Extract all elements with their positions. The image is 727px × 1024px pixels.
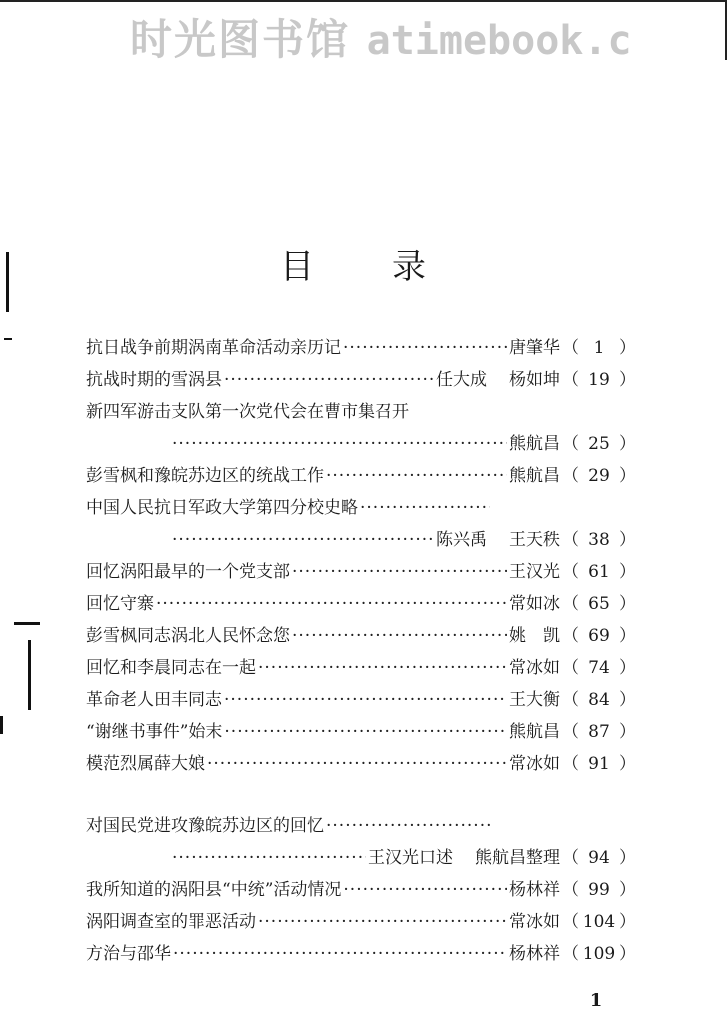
entry-page-ref (560, 751, 636, 777)
scan-mark (14, 622, 40, 625)
entry-author: 王汉光 (509, 562, 560, 582)
entry-page-ref (560, 845, 636, 871)
entry-author: 熊航昌 (509, 722, 560, 742)
entry-author: 杨林祥 (509, 944, 560, 964)
entry-page: 61 (588, 562, 610, 582)
entry-title: 回忆涡阳最早的一个党支部 (86, 562, 290, 582)
paren-open: （ (562, 722, 579, 742)
paren-close: ） (619, 754, 636, 774)
entry-page-ref (560, 687, 636, 713)
page-border-top (0, 0, 727, 2)
entry-title: 方治与邵华 (86, 944, 171, 964)
dot-leader (258, 909, 507, 935)
paren-open: （ (562, 434, 579, 454)
entry-title: 回忆和李晨同志在一起 (86, 658, 256, 678)
entry-page-ref (560, 877, 636, 903)
toc-entry (86, 463, 636, 489)
entry-author: 常冰如 (509, 658, 560, 678)
dot-leader (156, 591, 507, 617)
paren-close: ） (619, 434, 636, 454)
entry-title: “谢继书事件”始末 (86, 722, 223, 742)
page-number: 1 (589, 990, 603, 1011)
entry-page: 25 (588, 434, 610, 454)
paren-close: ） (619, 944, 636, 964)
entry-page: 74 (588, 658, 610, 678)
dot-leader (224, 367, 434, 393)
entry-author: 杨林祥 (509, 880, 560, 900)
entry-page-ref (560, 719, 636, 745)
dot-leader (360, 495, 490, 521)
scan-mark (6, 252, 9, 312)
toc-entry (86, 431, 636, 457)
entry-title: 新四军游击支队第一次党代会在曹市集召开 (86, 402, 409, 422)
paren-close: ） (619, 880, 636, 900)
toc-entry (86, 909, 636, 935)
paren-close: ） (619, 658, 636, 678)
toc-entry-title-line (86, 399, 409, 425)
paren-open: （ (562, 594, 579, 614)
entry-title: 中国人民抗日军政大学第四分校史略 (86, 498, 358, 518)
entry-author: 常冰如 (509, 912, 560, 932)
toc-entry (86, 719, 636, 745)
paren-open: （ (562, 658, 579, 678)
toc-entry (86, 623, 636, 649)
entry-page-ref (560, 463, 636, 489)
entry-page: 84 (588, 690, 610, 710)
watermark-cn: 时光图书馆 (130, 15, 351, 64)
entry-page: 91 (588, 754, 610, 774)
title-char-2: 录 (392, 247, 426, 287)
toc-entry (86, 655, 636, 681)
paren-open: （ (562, 370, 579, 390)
entry-title: 抗战时期的雪涡县 (86, 370, 222, 390)
entry-author: 唐肇华 (509, 338, 560, 358)
paren-close: ） (619, 466, 636, 486)
toc-entry (86, 845, 636, 871)
entry-title: 彭雪枫和豫皖苏边区的统战工作 (86, 466, 324, 486)
entry-page: 104 (582, 912, 616, 932)
dot-leader (326, 463, 507, 489)
entry-author: 熊航昌 (509, 434, 560, 454)
dot-leader (343, 877, 507, 903)
paren-open: （ (562, 562, 579, 582)
paren-open: （ (562, 912, 579, 932)
entry-page: 38 (588, 530, 610, 550)
dot-leader (292, 559, 507, 585)
dot-leader (172, 527, 434, 553)
entry-title: 抗日战争前期涡南革命活动亲历记 (86, 338, 341, 358)
dot-leader (172, 845, 366, 871)
entry-page: 87 (588, 722, 610, 742)
entry-title: 彭雪枫同志涡北人民怀念您 (86, 626, 290, 646)
toc-entry (86, 877, 636, 903)
entry-title: 我所知道的涡阳县“中统”活动情况 (86, 880, 342, 900)
entry-page-ref (560, 941, 636, 967)
paren-open: （ (562, 338, 579, 358)
scan-mark (0, 716, 3, 734)
entry-page: 65 (588, 594, 610, 614)
entry-title: 革命老人田丰同志 (86, 690, 222, 710)
entry-author: 常冰如 (509, 754, 560, 774)
dot-leader (224, 719, 507, 745)
entry-page-ref (560, 591, 636, 617)
entry-page: 1 (593, 338, 605, 358)
paren-close: ） (619, 562, 636, 582)
paren-open: （ (562, 626, 579, 646)
entry-title: 模范烈属薛大娘 (86, 754, 205, 774)
entry-page: 29 (588, 466, 610, 486)
toc-entry (86, 367, 636, 393)
entry-author-2: 王天秩 (509, 530, 560, 550)
dot-leader (173, 941, 507, 967)
dot-leader (343, 335, 507, 361)
entry-author-2: 杨如坤 (509, 370, 560, 390)
entry-author: 陈兴禹 (436, 530, 487, 550)
entry-author: 姚 凯 (509, 626, 560, 646)
dot-leader (172, 431, 507, 457)
paren-close: ） (619, 338, 636, 358)
paren-close: ） (619, 594, 636, 614)
entry-page-ref (560, 335, 636, 361)
paren-open: （ (562, 848, 579, 868)
dot-leader (224, 687, 507, 713)
paren-close: ） (619, 626, 636, 646)
paren-close: ） (619, 722, 636, 742)
watermark-latin: atimebook.c (366, 18, 632, 64)
dot-leader (326, 813, 490, 839)
toc-entry (86, 751, 636, 777)
page-title (280, 245, 450, 289)
title-char-1: 目 (280, 247, 314, 287)
entry-author: 熊航昌 (509, 466, 560, 486)
entry-page-ref (560, 623, 636, 649)
entry-author-2: 熊航昌整理 (475, 848, 560, 868)
watermark (130, 10, 727, 70)
entry-page: 99 (588, 880, 610, 900)
toc-entry (86, 559, 636, 585)
paren-close: ） (619, 370, 636, 390)
toc-entry (86, 591, 636, 617)
scan-mark (28, 640, 31, 710)
paren-close: ） (619, 530, 636, 550)
toc-entry (86, 335, 636, 361)
entry-page-ref (560, 367, 636, 393)
entry-author: 常如冰 (509, 594, 560, 614)
toc-entry-title-line (86, 813, 492, 839)
entry-page-ref (560, 909, 636, 935)
toc-entry (86, 687, 636, 713)
paren-open: （ (562, 530, 579, 550)
entry-title: 回忆守寨 (86, 594, 154, 614)
scan-mark (4, 338, 12, 340)
paren-open: （ (562, 754, 579, 774)
paren-open: （ (562, 880, 579, 900)
entry-page-ref (560, 559, 636, 585)
entry-title: 涡阳调查室的罪恶活动 (86, 912, 256, 932)
paren-open: （ (562, 466, 579, 486)
entry-author: 王汉光口述 (368, 848, 453, 868)
entry-title: 对国民党进攻豫皖苏边区的回忆 (86, 816, 324, 836)
entry-page: 19 (588, 370, 610, 390)
paren-close: ） (619, 912, 636, 932)
paren-open: （ (562, 690, 579, 710)
paren-close: ） (619, 690, 636, 710)
entry-author: 任大成 (436, 370, 487, 390)
entry-page-ref (560, 655, 636, 681)
dot-leader (258, 655, 507, 681)
entry-page: 94 (588, 848, 610, 868)
entry-page-ref (560, 527, 636, 553)
dot-leader (292, 623, 507, 649)
entry-author: 王大衡 (509, 690, 560, 710)
paren-open: （ (562, 944, 579, 964)
dot-leader (207, 751, 507, 777)
toc-entry (86, 941, 636, 967)
paren-close: ） (619, 848, 636, 868)
toc-entry (86, 527, 636, 553)
toc-entry-title-line (86, 495, 492, 521)
entry-page-ref (560, 431, 636, 457)
entry-page: 109 (582, 944, 616, 964)
entry-page: 69 (588, 626, 610, 646)
